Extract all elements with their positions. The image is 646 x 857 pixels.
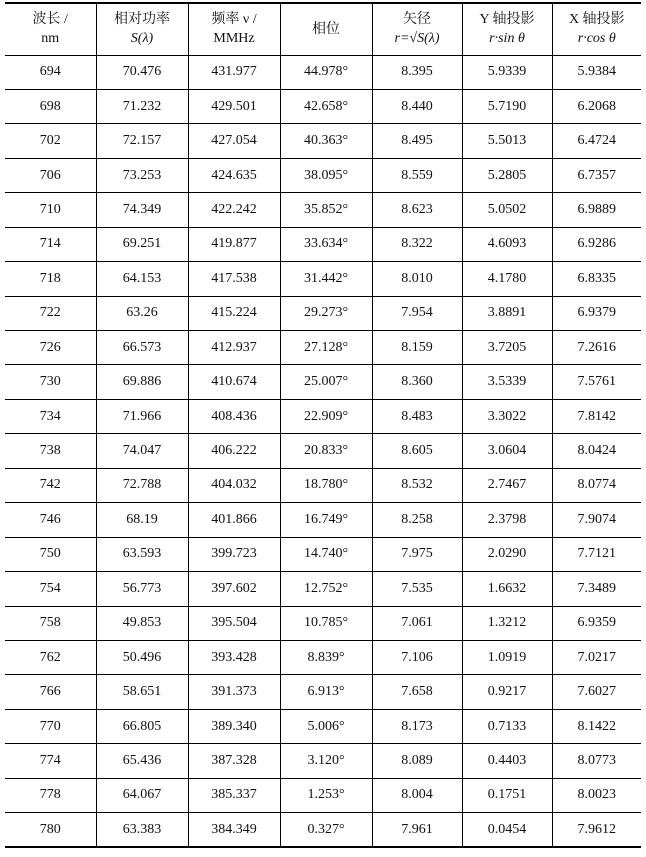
cell-wavelength: 770 xyxy=(5,709,96,743)
cell-phase: 25.007° xyxy=(280,365,372,399)
cell-x-projection: 7.9612 xyxy=(552,813,641,847)
cell-phase: 27.128° xyxy=(280,331,372,365)
cell-wavelength: 734 xyxy=(5,399,96,433)
cell-wavelength: 710 xyxy=(5,193,96,227)
cell-y-projection: 3.8891 xyxy=(462,296,552,330)
header-frequency-name: 频率 ν / xyxy=(211,12,257,28)
header-x-projection-formula: r·cos θ xyxy=(577,31,616,47)
cell-radius-vector: 8.322 xyxy=(372,227,462,261)
data-table-container xyxy=(5,2,641,848)
cell-y-projection: 3.5339 xyxy=(462,365,552,399)
cell-phase: 38.095° xyxy=(280,158,372,192)
cell-phase: 31.442° xyxy=(280,262,372,296)
cell-radius-vector: 7.975 xyxy=(372,537,462,571)
cell-wavelength: 738 xyxy=(5,434,96,468)
table-row xyxy=(5,778,641,812)
cell-phase: 20.833° xyxy=(280,434,372,468)
table-row xyxy=(5,55,641,89)
cell-wavelength: 758 xyxy=(5,606,96,640)
cell-radius-vector: 7.535 xyxy=(372,572,462,606)
table-row xyxy=(5,468,641,502)
header-x-projection-name: X 轴投影 xyxy=(568,12,625,28)
cell-x-projection: 6.9379 xyxy=(552,296,641,330)
cell-x-projection: 6.9286 xyxy=(552,227,641,261)
cell-wavelength: 742 xyxy=(5,468,96,502)
cell-phase: 14.740° xyxy=(280,537,372,571)
table-row xyxy=(5,193,641,227)
cell-frequency: 385.337 xyxy=(188,778,280,812)
cell-y-projection: 0.1751 xyxy=(462,778,552,812)
cell-wavelength: 780 xyxy=(5,813,96,847)
cell-phase: 33.634° xyxy=(280,227,372,261)
table-row xyxy=(5,640,641,674)
cell-phase: 16.749° xyxy=(280,503,372,537)
cell-radius-vector: 8.360 xyxy=(372,365,462,399)
cell-radius-vector: 8.440 xyxy=(372,89,462,123)
cell-phase: 40.363° xyxy=(280,124,372,158)
cell-radius-vector: 7.954 xyxy=(372,296,462,330)
cell-radius-vector: 8.483 xyxy=(372,399,462,433)
cell-relative-power: 58.651 xyxy=(96,675,188,709)
cell-y-projection: 1.3212 xyxy=(462,606,552,640)
cell-x-projection: 6.4724 xyxy=(552,124,641,158)
cell-wavelength: 718 xyxy=(5,262,96,296)
cell-frequency: 393.428 xyxy=(188,640,280,674)
cell-x-projection: 7.6027 xyxy=(552,675,641,709)
header-x-projection xyxy=(552,3,641,55)
cell-relative-power: 66.805 xyxy=(96,709,188,743)
cell-x-projection: 7.2616 xyxy=(552,331,641,365)
cell-frequency: 410.674 xyxy=(188,365,280,399)
table-row xyxy=(5,537,641,571)
cell-radius-vector: 8.605 xyxy=(372,434,462,468)
cell-relative-power: 64.153 xyxy=(96,262,188,296)
cell-phase: 6.913° xyxy=(280,675,372,709)
header-y-projection xyxy=(462,3,552,55)
cell-y-projection: 5.9339 xyxy=(462,55,552,89)
cell-wavelength: 774 xyxy=(5,744,96,778)
cell-relative-power: 64.067 xyxy=(96,778,188,812)
cell-relative-power: 68.19 xyxy=(96,503,188,537)
table-row xyxy=(5,227,641,261)
cell-y-projection: 4.1780 xyxy=(462,262,552,296)
cell-relative-power: 49.853 xyxy=(96,606,188,640)
cell-wavelength: 698 xyxy=(5,89,96,123)
cell-phase: 8.839° xyxy=(280,640,372,674)
cell-frequency: 395.504 xyxy=(188,606,280,640)
cell-phase: 0.327° xyxy=(280,813,372,847)
cell-x-projection: 6.9889 xyxy=(552,193,641,227)
table-row xyxy=(5,434,641,468)
cell-phase: 18.780° xyxy=(280,468,372,502)
cell-wavelength: 726 xyxy=(5,331,96,365)
cell-frequency: 424.635 xyxy=(188,158,280,192)
cell-y-projection: 0.7133 xyxy=(462,709,552,743)
header-y-projection-formula: r·sin θ xyxy=(489,31,525,47)
cell-frequency: 401.866 xyxy=(188,503,280,537)
cell-radius-vector: 7.961 xyxy=(372,813,462,847)
cell-relative-power: 70.476 xyxy=(96,55,188,89)
header-radius-vector xyxy=(372,3,462,55)
cell-wavelength: 694 xyxy=(5,55,96,89)
cell-wavelength: 722 xyxy=(5,296,96,330)
table-row xyxy=(5,89,641,123)
cell-phase: 42.658° xyxy=(280,89,372,123)
cell-relative-power: 63.26 xyxy=(96,296,188,330)
cell-radius-vector: 7.658 xyxy=(372,675,462,709)
table-row xyxy=(5,296,641,330)
cell-relative-power: 74.047 xyxy=(96,434,188,468)
cell-x-projection: 8.1422 xyxy=(552,709,641,743)
table-row xyxy=(5,331,641,365)
header-wavelength xyxy=(5,3,96,55)
cell-radius-vector: 8.089 xyxy=(372,744,462,778)
header-relative-power xyxy=(96,3,188,55)
cell-wavelength: 766 xyxy=(5,675,96,709)
cell-x-projection: 8.0023 xyxy=(552,778,641,812)
cell-wavelength: 714 xyxy=(5,227,96,261)
cell-wavelength: 706 xyxy=(5,158,96,192)
cell-frequency: 404.032 xyxy=(188,468,280,502)
cell-x-projection: 7.5761 xyxy=(552,365,641,399)
cell-phase: 12.752° xyxy=(280,572,372,606)
header-radius-vector-name: 矢径 xyxy=(403,12,431,28)
cell-frequency: 397.602 xyxy=(188,572,280,606)
cell-y-projection: 5.2805 xyxy=(462,158,552,192)
cell-relative-power: 50.496 xyxy=(96,640,188,674)
cell-wavelength: 702 xyxy=(5,124,96,158)
cell-frequency: 399.723 xyxy=(188,537,280,571)
cell-relative-power: 71.966 xyxy=(96,399,188,433)
cell-radius-vector: 8.159 xyxy=(372,331,462,365)
cell-y-projection: 2.7467 xyxy=(462,468,552,502)
cell-frequency: 422.242 xyxy=(188,193,280,227)
table-row xyxy=(5,813,641,847)
table-row xyxy=(5,124,641,158)
header-relative-power-name: 相对功率 xyxy=(114,12,170,28)
cell-relative-power: 66.573 xyxy=(96,331,188,365)
data-table xyxy=(5,2,641,848)
cell-phase: 1.253° xyxy=(280,778,372,812)
cell-x-projection: 7.0217 xyxy=(552,640,641,674)
cell-frequency: 419.877 xyxy=(188,227,280,261)
table-body xyxy=(5,55,641,847)
table-row xyxy=(5,262,641,296)
header-radius-vector-formula: r=√S(λ) xyxy=(394,31,440,47)
cell-radius-vector: 7.106 xyxy=(372,640,462,674)
cell-relative-power: 73.253 xyxy=(96,158,188,192)
cell-y-projection: 3.0604 xyxy=(462,434,552,468)
cell-phase: 22.909° xyxy=(280,399,372,433)
cell-relative-power: 74.349 xyxy=(96,193,188,227)
cell-x-projection: 6.8335 xyxy=(552,262,641,296)
cell-frequency: 389.340 xyxy=(188,709,280,743)
cell-relative-power: 72.157 xyxy=(96,124,188,158)
cell-frequency: 387.328 xyxy=(188,744,280,778)
header-wavelength-unit: nm xyxy=(41,31,60,47)
cell-x-projection: 7.3489 xyxy=(552,572,641,606)
cell-x-projection: 6.2068 xyxy=(552,89,641,123)
cell-relative-power: 69.886 xyxy=(96,365,188,399)
cell-frequency: 406.222 xyxy=(188,434,280,468)
table-row xyxy=(5,503,641,537)
cell-radius-vector: 8.173 xyxy=(372,709,462,743)
cell-y-projection: 3.7205 xyxy=(462,331,552,365)
table-row xyxy=(5,399,641,433)
cell-wavelength: 762 xyxy=(5,640,96,674)
cell-y-projection: 3.3022 xyxy=(462,399,552,433)
cell-wavelength: 778 xyxy=(5,778,96,812)
header-wavelength-name: 波长 / xyxy=(32,12,68,28)
table-row xyxy=(5,365,641,399)
cell-radius-vector: 8.532 xyxy=(372,468,462,502)
table-row xyxy=(5,744,641,778)
cell-frequency: 427.054 xyxy=(188,124,280,158)
cell-frequency: 431.977 xyxy=(188,55,280,89)
cell-wavelength: 746 xyxy=(5,503,96,537)
cell-radius-vector: 8.395 xyxy=(372,55,462,89)
cell-radius-vector: 8.004 xyxy=(372,778,462,812)
table-row xyxy=(5,675,641,709)
cell-frequency: 417.538 xyxy=(188,262,280,296)
cell-radius-vector: 8.559 xyxy=(372,158,462,192)
header-row xyxy=(5,3,641,55)
cell-wavelength: 754 xyxy=(5,572,96,606)
cell-relative-power: 71.232 xyxy=(96,89,188,123)
cell-frequency: 429.501 xyxy=(188,89,280,123)
cell-wavelength: 750 xyxy=(5,537,96,571)
cell-y-projection: 5.7190 xyxy=(462,89,552,123)
cell-phase: 5.006° xyxy=(280,709,372,743)
cell-relative-power: 56.773 xyxy=(96,572,188,606)
cell-frequency: 415.224 xyxy=(188,296,280,330)
cell-x-projection: 7.8142 xyxy=(552,399,641,433)
cell-y-projection: 0.4403 xyxy=(462,744,552,778)
cell-x-projection: 6.9359 xyxy=(552,606,641,640)
cell-y-projection: 4.6093 xyxy=(462,227,552,261)
header-phase xyxy=(280,3,372,55)
cell-relative-power: 65.436 xyxy=(96,744,188,778)
cell-x-projection: 6.7357 xyxy=(552,158,641,192)
header-y-projection-name: Y 轴投影 xyxy=(479,12,535,28)
header-frequency xyxy=(188,3,280,55)
cell-phase: 3.120° xyxy=(280,744,372,778)
cell-y-projection: 5.0502 xyxy=(462,193,552,227)
header-frequency-unit: MMHz xyxy=(213,31,255,47)
cell-relative-power: 63.593 xyxy=(96,537,188,571)
table-row xyxy=(5,606,641,640)
cell-frequency: 408.436 xyxy=(188,399,280,433)
cell-y-projection: 0.0454 xyxy=(462,813,552,847)
cell-y-projection: 2.3798 xyxy=(462,503,552,537)
cell-phase: 35.852° xyxy=(280,193,372,227)
cell-x-projection: 7.9074 xyxy=(552,503,641,537)
cell-frequency: 412.937 xyxy=(188,331,280,365)
cell-phase: 44.978° xyxy=(280,55,372,89)
cell-x-projection: 8.0424 xyxy=(552,434,641,468)
cell-y-projection: 2.0290 xyxy=(462,537,552,571)
cell-x-projection: 8.0773 xyxy=(552,744,641,778)
cell-relative-power: 69.251 xyxy=(96,227,188,261)
table-row xyxy=(5,709,641,743)
cell-relative-power: 72.788 xyxy=(96,468,188,502)
cell-x-projection: 7.7121 xyxy=(552,537,641,571)
cell-x-projection: 8.0774 xyxy=(552,468,641,502)
cell-radius-vector: 8.258 xyxy=(372,503,462,537)
cell-relative-power: 63.383 xyxy=(96,813,188,847)
cell-radius-vector: 7.061 xyxy=(372,606,462,640)
header-relative-power-symbol: S(λ) xyxy=(130,31,154,47)
header-phase-name: 相位 xyxy=(312,21,340,37)
cell-radius-vector: 8.495 xyxy=(372,124,462,158)
table-row xyxy=(5,158,641,192)
cell-phase: 10.785° xyxy=(280,606,372,640)
cell-y-projection: 1.0919 xyxy=(462,640,552,674)
table-row xyxy=(5,572,641,606)
cell-radius-vector: 8.623 xyxy=(372,193,462,227)
cell-frequency: 384.349 xyxy=(188,813,280,847)
cell-phase: 29.273° xyxy=(280,296,372,330)
cell-x-projection: 5.9384 xyxy=(552,55,641,89)
cell-y-projection: 1.6632 xyxy=(462,572,552,606)
cell-y-projection: 5.5013 xyxy=(462,124,552,158)
cell-frequency: 391.373 xyxy=(188,675,280,709)
cell-wavelength: 730 xyxy=(5,365,96,399)
cell-y-projection: 0.9217 xyxy=(462,675,552,709)
cell-radius-vector: 8.010 xyxy=(372,262,462,296)
